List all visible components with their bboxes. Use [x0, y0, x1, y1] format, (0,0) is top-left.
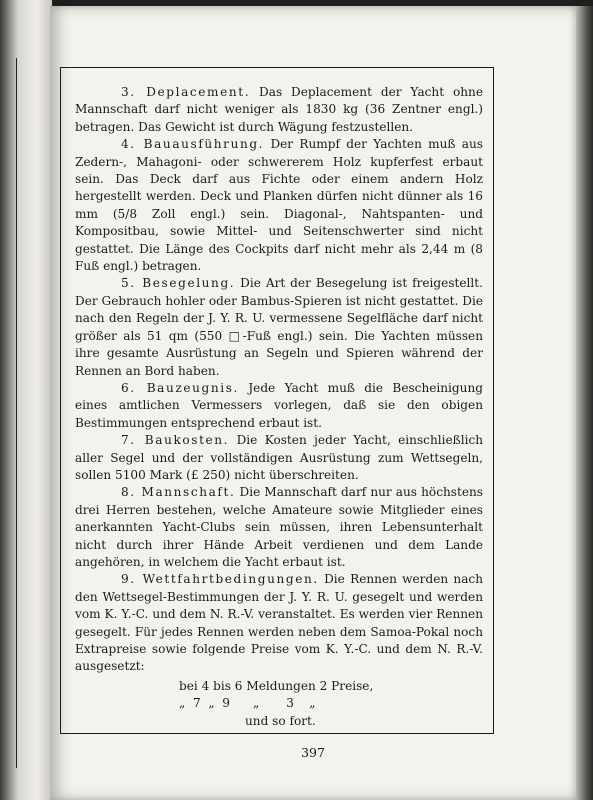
page-number: 397	[301, 745, 325, 760]
text-frame	[60, 67, 494, 734]
paragraph-text: Der Rumpf der Yachten muß aus Zedern-, Mahagoni- oder schwererem Holz kupferfest erbaut sein. Das Deck darf aus Fichte oder einem andern Holz hergestellt werden. Deck und Planken dürfen nicht dünner als 16 mm (5/8 Zoll engl.) sein. Diagonal-, Nahtspanten- und Kompositbau, sowie Mittel- und Seitenschwerter sind nicht gestattet. Die Länge des Cockpits darf nicht mehr als 2,44 m (8 Fuß engl.) betragen.	[75, 137, 483, 274]
paragraph-text: Die Mannschaft darf nur aus höchstens drei Herren bestehen, welche Amateure sowie Mitglieder eines anerkannten Yacht-Clubs sein müssen, ihren Lebensunterhalt nicht durch ihrer Hände Arbeit verdienen und dem Lande angehören, in welchem die Yacht erbaut ist.	[75, 485, 483, 569]
paragraph-text: Die Art der Besegelung ist freigestellt. Der Gebrauch hohler oder Bambus-Spieren ist nicht gestattet. Die nach den Regeln der J. Y. R. U. vermessene Segelfläche darf nicht größer als 51 qm (550 □-Fuß engl.) sein. Die Yachten müssen ihre gesamte Ausrüstung an Segeln und Spieren während der Rennen an Bord haben.	[75, 276, 483, 378]
paragraph-heading: 7. Baukosten.	[121, 433, 230, 448]
paragraph-mannschaft	[75, 484, 483, 571]
paragraph-heading: 6. Bauzeugnis.	[121, 380, 239, 395]
paragraph-text: Die Kosten jeder Yacht, einschließlich aller Segel und der vollständigen Ausrüstung zum Wettsegeln, sollen 5100 Mark (£ 250) nicht überschreiten.	[75, 433, 484, 482]
left-page-border	[4, 58, 17, 768]
paragraph-baukosten	[75, 432, 483, 484]
prize-row: bei 4 bis 6 Meldungen 2 Preise,	[179, 678, 374, 693]
right-book-edge	[576, 6, 593, 800]
paragraph-deplacement	[75, 84, 483, 136]
paragraph-heading: 9. Wettfahrtbedingungen.	[121, 572, 319, 587]
paragraph-text: Das Deplacement der Yacht ohne Mannschaft darf nicht weniger als 1830 kg (36 Zentner engl.) betragen. Das Gewicht ist durch Wägung festzustellen.	[75, 85, 483, 134]
paragraph-bauzeugnis	[75, 380, 483, 432]
paragraph-text: Jede Yacht muß die Bescheinigung eines amtlichen Vermessers vorlegen, daß sie den obigen Bestimmungen entsprechend erbaut ist.	[75, 380, 483, 430]
prize-row: und so fort.	[245, 713, 316, 728]
paragraph-bauausfuehrung	[75, 136, 483, 275]
left-page-edge	[0, 0, 52, 800]
prize-schedule	[75, 678, 483, 730]
paragraph-wettfahrtbedingungen	[75, 571, 483, 675]
paragraph-besegelung	[75, 275, 483, 379]
prize-row: „ 7 „ 9 „ 3 „	[179, 696, 316, 711]
paragraph-heading: 5. Besegelung.	[121, 276, 236, 291]
paragraph-heading: 3. Deplacement.	[121, 85, 251, 99]
paragraph-heading: 8. Mannschaft.	[121, 485, 236, 500]
paragraph-heading: 4. Bauausführung.	[121, 137, 265, 152]
paragraph-text: Die Rennen werden nach den Wettsegel-Bestimmungen der J. Y. R. U. gesegelt und werden vom K. Y.-C. und dem N. R.-V. veranstaltet. Es werden vier Rennen gesegelt. Für jedes Rennen werden neben dem Samoa-Pokal noch Extrapreise sowie folgende Preise vom K. Y.-C. und dem N. R.-V. ausgesetzt:	[75, 572, 483, 674]
